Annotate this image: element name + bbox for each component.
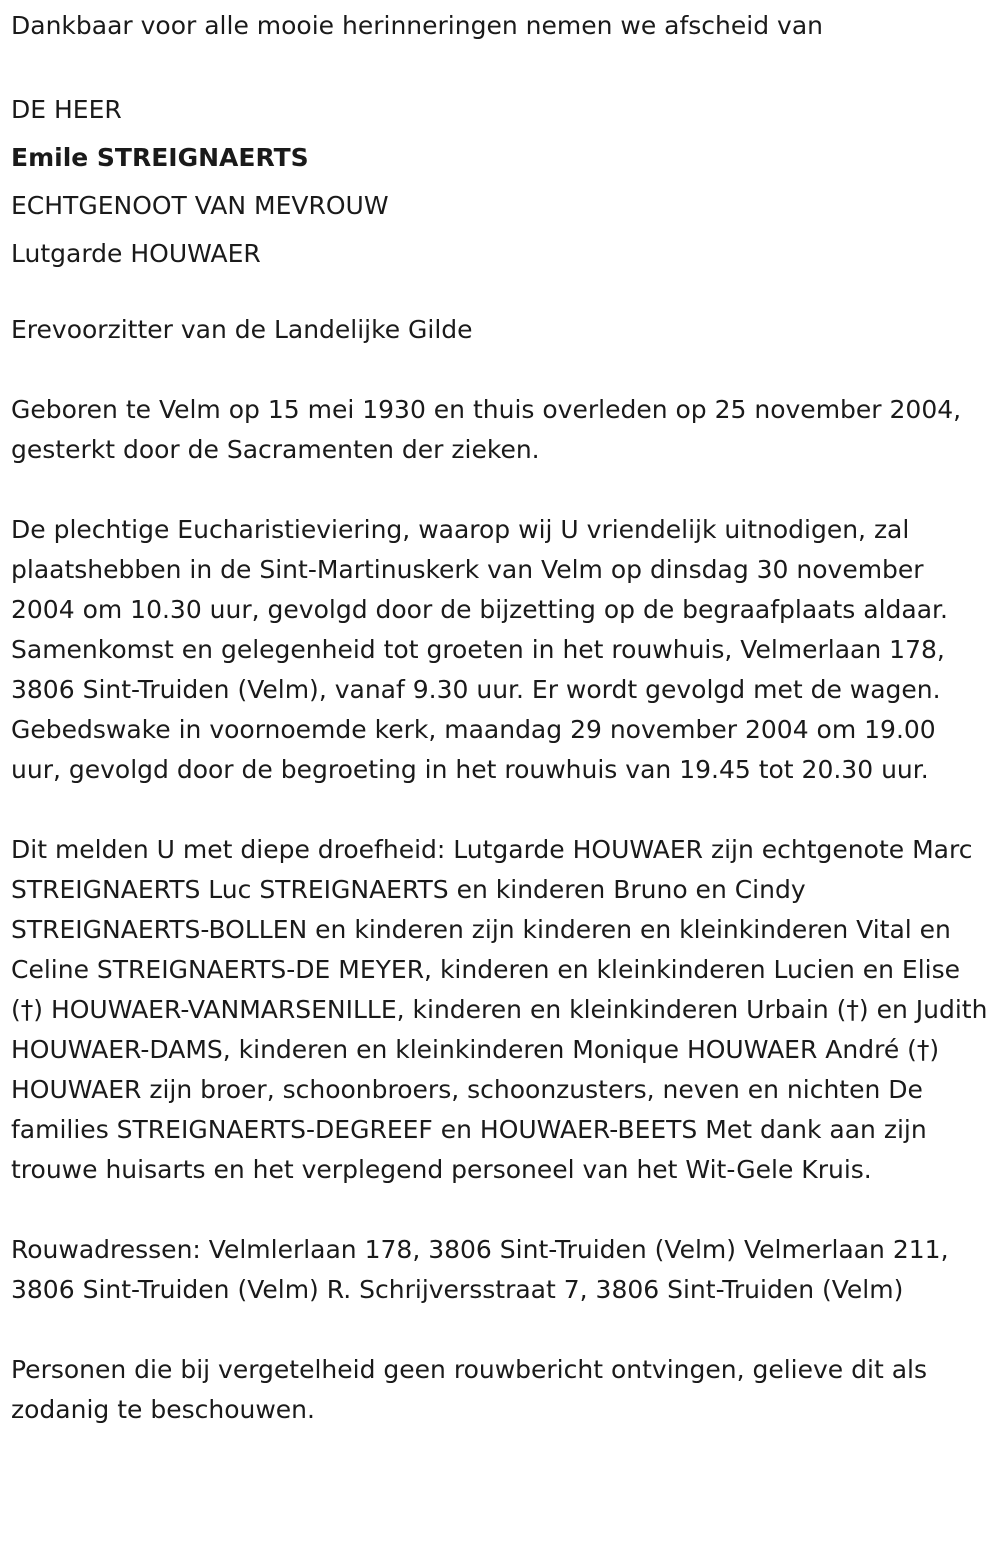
addresses-text: Rouwadressen: Velmlerlaan 178, 3806 Sint-Truiden (Velm) Velmerlaan 211, 3806 Sint-Truiden (Velm) R. Schrijversstraat 7, 3806 Sint-Truiden (Velm) (11, 1235, 949, 1304)
role-text: Erevoorzitter van de Landelijke Gilde (11, 315, 473, 344)
closing-text: Personen die bij vergetelheid geen rouwbericht ontvingen, gelieve dit als zodanig te beschouwen. (11, 1355, 927, 1424)
spouse-name: Lutgarde HOUWAER (11, 239, 261, 268)
family-text: Dit melden U met diepe droefheid: Lutgarde HOUWAER zijn echtgenote Marc STREIGNAERTS Luc STREIGNAERTS en kinderen Bruno en Cindy STREIGNAERTS-BOLLEN en kinderen zijn kinderen en kleinkinderen Vital en Celine STREIGNAERTS-DE MEYER, kinderen en kleinkinderen Lucien en Elise (†) HOUWAER-VANMARSENILLE, kinderen en kleinkinderen Urbain (†) en Judith HOUWAER-DAMS, kinderen en kleinkinderen Monique HOUWAER André (†) HOUWAER zijn broer, schoonbroers, schoonzusters, neven en nichten De families STREIGNAERTS-DEGREEF en HOUWAER-BEETS Met dank aan zijn trouwe huisarts en het verplegend personeel van het Wit-Gele Kruis. (11, 835, 988, 1184)
birth-death-text: Geboren te Velm op 15 mei 1930 en thuis overleden op 25 november 2004, gesterkt door de Sacramenten der zieken. (11, 395, 962, 464)
obituary-document (11, 6, 989, 1430)
ceremony-text: De plechtige Eucharistieviering, waarop wij U vriendelijk uitnodigen, zal plaatshebben in de Sint-Martinuskerk van Velm op dinsdag 30 november 2004 om 10.30 uur, gevolgd door de bijzetting op de begraafplaats aldaar. Samenkomst en gelegenheid tot groeten in het rouwhuis, Velmerlaan 178, 3806 Sint-Truiden (Velm), vanaf 9.30 uur. Er wordt gevolgd met de wagen. Gebedswake in voornoemde kerk, maandag 29 november 2004 om 19.00 uur, gevolgd door de begroeting in het rouwhuis van 19.45 tot 20.30 uur. (11, 515, 948, 784)
deceased-name: Emile STREIGNAERTS (11, 143, 309, 172)
honorific-title: DE HEER (11, 95, 122, 124)
intro-text: Dankbaar voor alle mooie herinneringen nemen we afscheid van (11, 11, 823, 40)
spouse-label: ECHTGENOOT VAN MEVROUW (11, 191, 389, 220)
